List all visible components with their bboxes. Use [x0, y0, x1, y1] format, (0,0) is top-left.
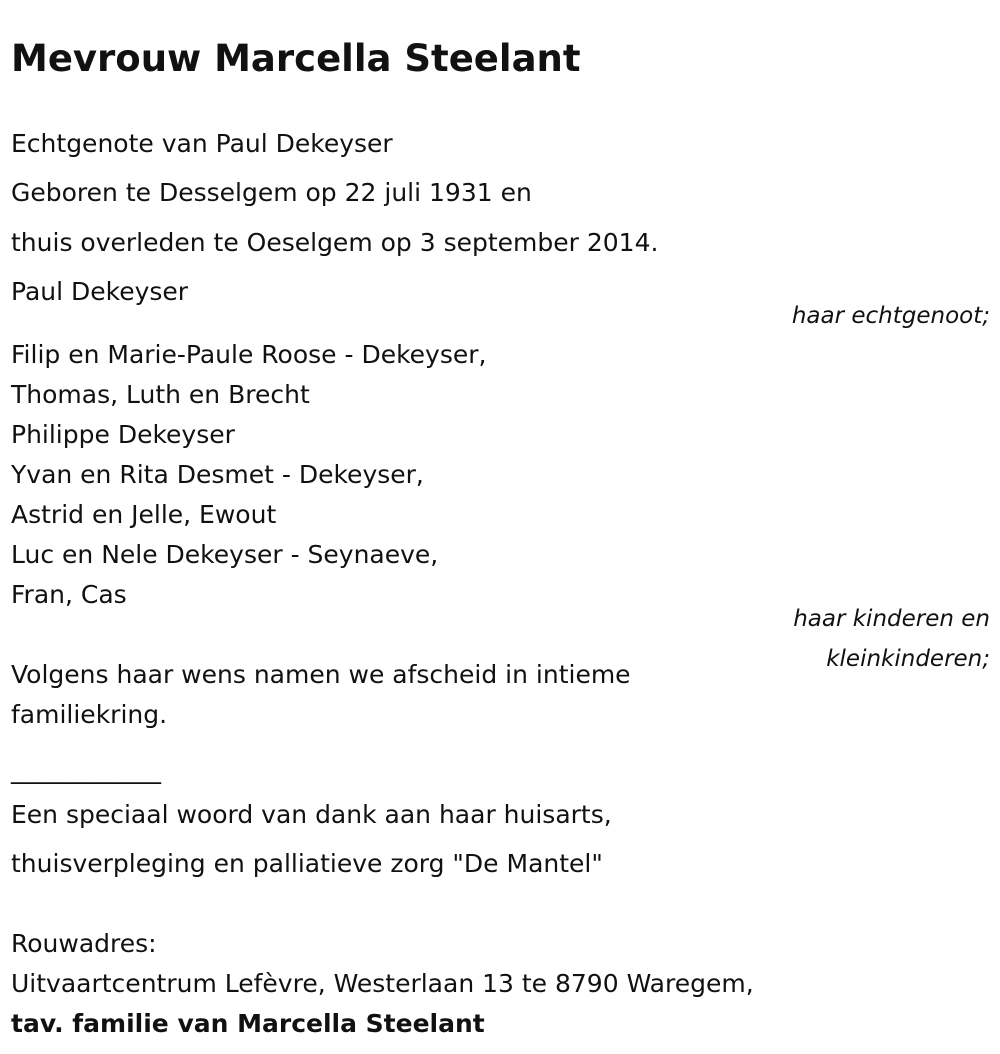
child-line-2: Thomas, Luth en Brecht	[11, 380, 310, 409]
address-line: Uitvaartcentrum Lefèvre, Westerlaan 13 te 8790 Waregem,	[11, 969, 754, 998]
spouse-relation: haar echtgenoot;	[791, 303, 990, 329]
died-line: thuis overleden te Oeselgem op 3 september 2014.	[11, 228, 659, 257]
address-label: Rouwadres:	[11, 929, 157, 958]
child-line-1: Filip en Marie-Paule Roose - Dekeyser,	[11, 340, 487, 369]
child-line-5: Astrid en Jelle, Ewout	[11, 500, 277, 529]
child-line-3: Philippe Dekeyser	[11, 420, 235, 449]
address-attention: tav. familie van Marcella Steelant	[11, 1009, 485, 1038]
thanks-line-2: thuisverpleging en palliatieve zorg "De Mantel"	[11, 849, 603, 878]
farewell-line-1: Volgens haar wens namen we afscheid in intieme	[11, 660, 631, 689]
spouse-line: Echtgenote van Paul Dekeyser	[11, 129, 393, 158]
page-title: Mevrouw Marcella Steelant	[11, 37, 581, 80]
child-line-6: Luc en Nele Dekeyser - Seynaeve,	[11, 540, 439, 569]
children-relation-line-2: kleinkinderen;	[826, 646, 990, 672]
child-line-7: Fran, Cas	[11, 580, 127, 609]
child-line-4: Yvan en Rita Desmet - Dekeyser,	[11, 460, 424, 489]
spouse-name: Paul Dekeyser	[11, 277, 189, 306]
thanks-line-1: Een speciaal woord van dank aan haar huisarts,	[11, 800, 612, 829]
born-line: Geboren te Desselgem op 22 juli 1931 en	[11, 178, 532, 207]
farewell-line-2: familiekring.	[11, 700, 168, 729]
children-relation-line-1: haar kinderen en	[793, 606, 990, 632]
separator-line: ____________	[11, 755, 161, 784]
